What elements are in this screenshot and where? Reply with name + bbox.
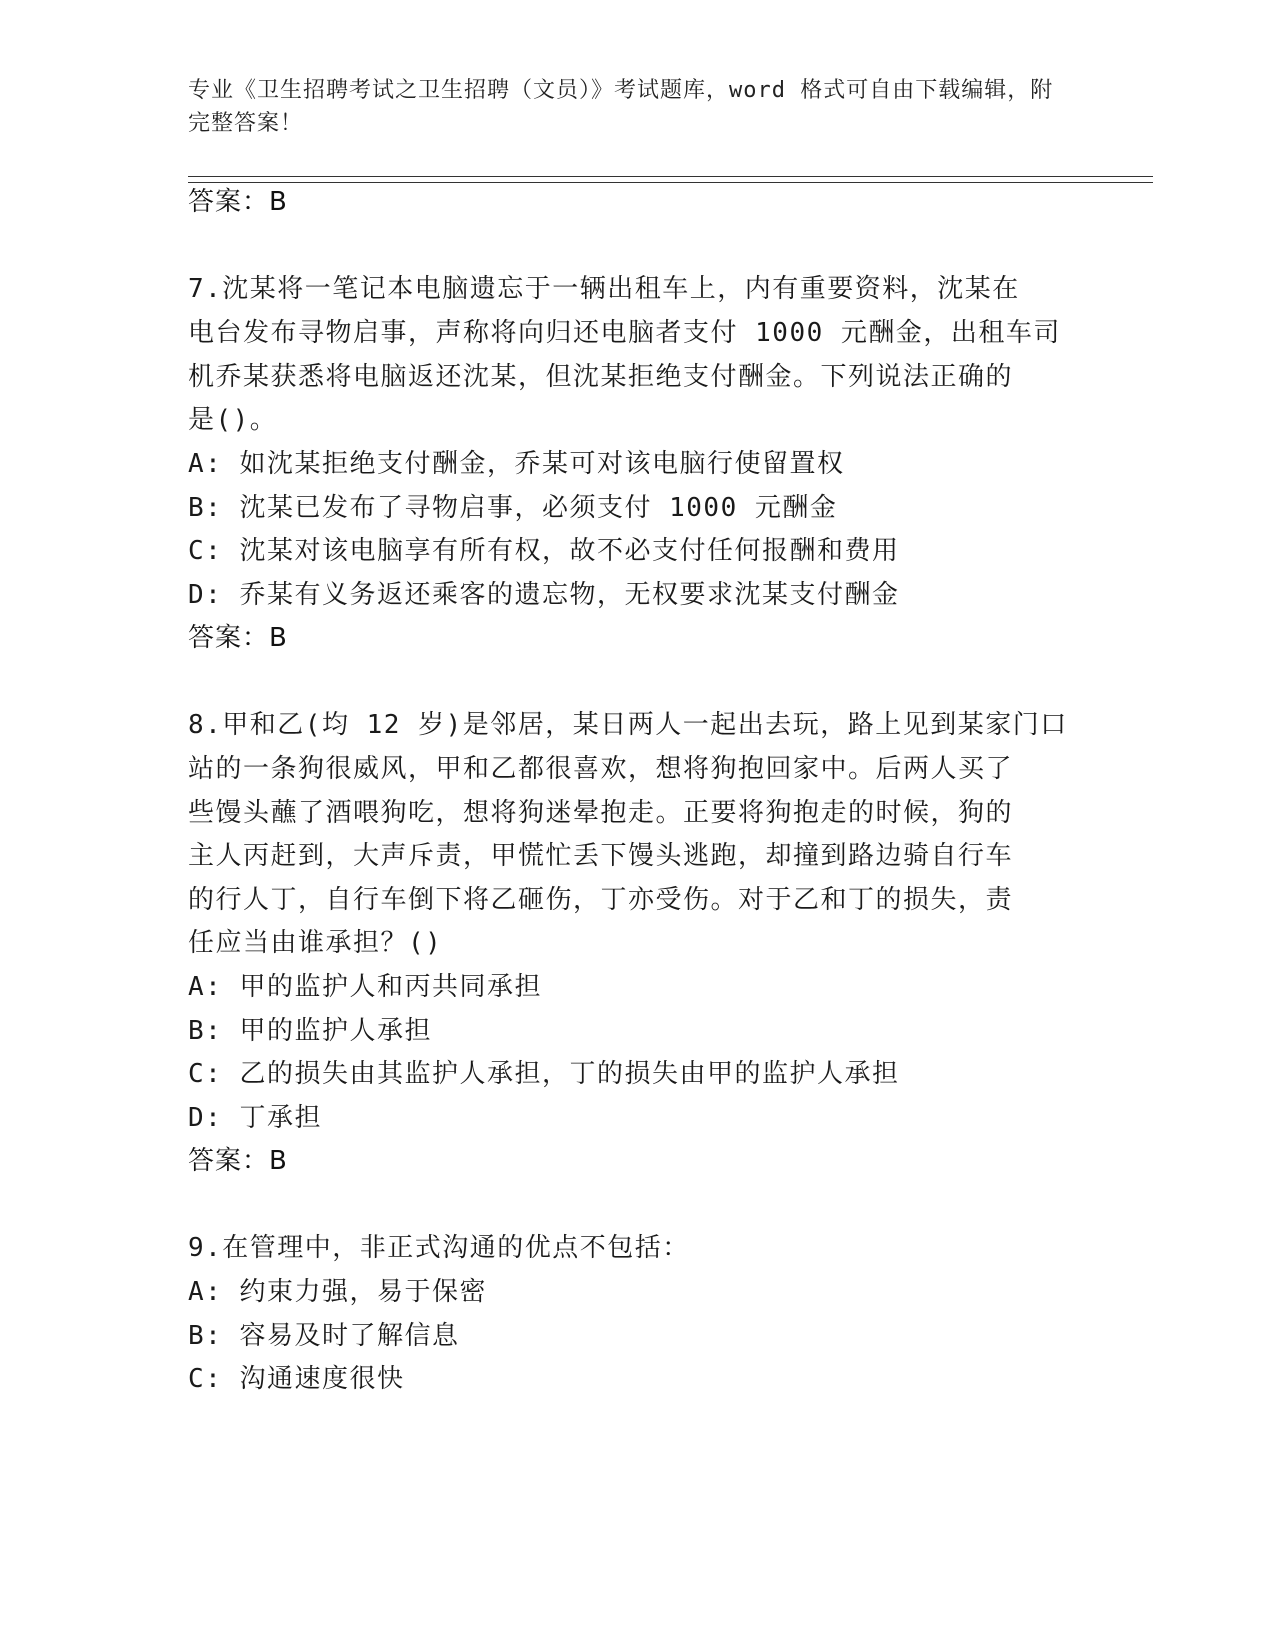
question-7-stem-line: 7.沈某将一笔记本电脑遗忘于一辆出租车上，内有重要资料，沈某在 [188,274,1020,304]
answer-q8: 答案：B [188,1146,288,1176]
header-divider-bottom [188,182,1153,183]
question-7-stem-line: 机乔某获悉将电脑返还沈某，但沈某拒绝支付酬金。下列说法正确的 [188,362,1014,392]
question-8-option-c: C: 乙的损失由其监护人承担，丁的损失由甲的监护人承担 [188,1059,900,1089]
question-8-stem-line: 任应当由谁承担？() [188,928,443,958]
question-7-stem-line: 电台发布寻物启事，声称将向归还电脑者支付 1000 元酬金，出租车司 [188,318,1061,348]
question-8-stem-line: 的行人丁，自行车倒下将乙砸伤，丁亦受伤。对于乙和丁的损失，责 [188,885,1014,915]
question-9-stem-line: 9.在管理中，非正式沟通的优点不包括： [188,1233,690,1263]
question-8-option-b: B: 甲的监护人承担 [188,1016,432,1046]
question-9-option-b: B: 容易及时了解信息 [188,1321,460,1351]
question-7-option-b: B: 沈某已发布了寻物启事，必须支付 1000 元酬金 [188,493,838,523]
answer-q7: 答案：B [188,623,288,653]
document-header: 专业《卫生招聘考试之卫生招聘（文员）》考试题库，word 格式可自由下载编辑，附完整答案！ [188,78,1054,136]
question-9-option-a: A: 约束力强，易于保密 [188,1277,487,1307]
question-8-stem-line: 主人丙赶到，大声斥责，甲慌忙丢下馒头逃跑，却撞到路边骑自行车 [188,841,1014,871]
header-divider-top [188,176,1153,177]
question-7-stem-line: 是()。 [188,405,278,435]
question-8-option-d: D: 丁承担 [188,1103,322,1133]
question-7-option-c: C: 沈某对该电脑享有所有权，故不必支付任何报酬和费用 [188,536,900,566]
question-8-stem-line: 8.甲和乙(均 12 岁)是邻居，某日两人一起出去玩，路上见到某家门口 [188,710,1068,740]
question-7-option-d: D: 乔某有义务返还乘客的遗忘物，无权要求沈某支付酬金 [188,580,900,610]
question-8-option-a: A: 甲的监护人和丙共同承担 [188,972,542,1002]
question-8-stem-line: 些馒头蘸了酒喂狗吃，想将狗迷晕抱走。正要将狗抱走的时候，狗的 [188,798,1014,828]
question-7-option-a: A: 如沈某拒绝支付酬金，乔某可对该电脑行使留置权 [188,449,845,479]
answer-q6: 答案：B [188,187,288,217]
question-9-option-c: C: 沟通速度很快 [188,1364,405,1394]
question-8-stem-line: 站的一条狗很威风，甲和乙都很喜欢，想将狗抱回家中。后两人买了 [188,754,1014,784]
